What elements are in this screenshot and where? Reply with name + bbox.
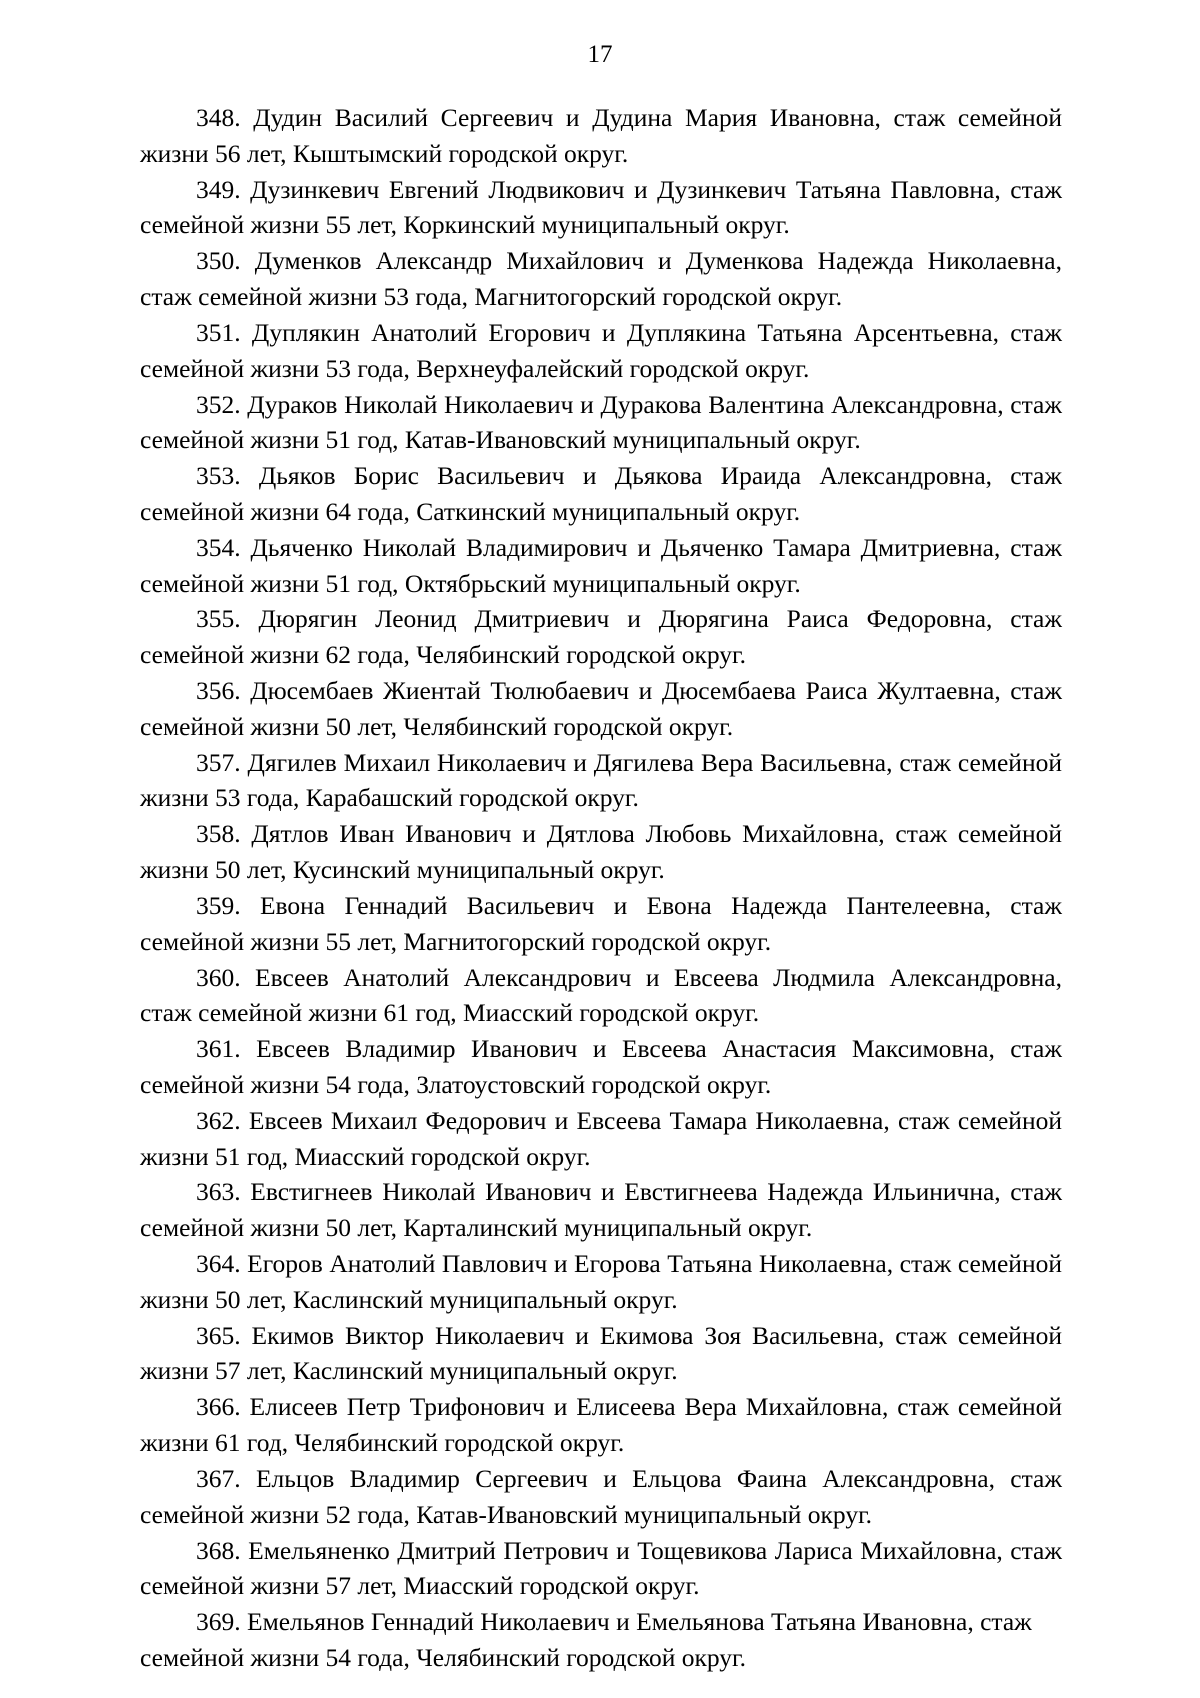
list-item: 361. Евсеев Владимир Иванович и Евсеева Анастасия Максимовна, стаж семейной жизни 54 года, Златоустовский городской округ. (140, 1034, 1062, 1099)
list-item: 359. Евона Геннадий Васильевич и Евона Надежда Пантелеевна, стаж семейной жизни 55 лет, Магнитогорский городской округ. (140, 890, 1062, 956)
list-item: 363. Евстигнеев Николай Иванович и Евстигнеева Надежда Ильинична, стаж семейной жизни 50 лет, Карталинский муниципальный округ. (140, 1177, 1062, 1243)
list-item: 365. Екимов Виктор Николаевич и Екимова Зоя Васильевна, стаж семейной жизни 57 лет, Каслинский муниципальный округ. (140, 1320, 1062, 1386)
list-item: 355. Дюрягин Леонид Дмитриевич и Дюрягина Раиса Федоровна, стаж семейной жизни 62 года, Челябинский городской округ. (140, 604, 1062, 670)
list-item: 357. Дягилев Михаил Николаевич и Дягилева Вера Васильевна, стаж семейной жизни 53 года, Карабашский городской округ. (140, 747, 1062, 813)
list-item: 349. Дузинкевич Евгений Людвикович и Дузинкевич Татьяна Павловна, стаж семейной жизни 55 лет, Коркинский муниципальный округ. (140, 174, 1062, 240)
page-number: 17 (587, 41, 613, 68)
list-item: 352. Дураков Николай Николаевич и Дуракова Валентина Александровна, стаж семейной жизни 51 год, Катав-Ивановский муниципальный округ. (140, 389, 1062, 455)
list-item: 364. Егоров Анатолий Павлович и Егорова Татьяна Николаевна, стаж семейной жизни 50 лет, Каслинский муниципальный округ. (140, 1249, 1062, 1314)
list-item: 366. Елисеев Петр Трифонович и Елисеева Вера Михайловна, стаж семейной жизни 61 год, Челябинский городской округ. (140, 1392, 1062, 1458)
list-item: 351. Дуплякин Анатолий Егорович и Дуплякина Татьяна Арсентьевна, стаж семейной жизни 53 года, Верхнеуфалейский городской округ. (140, 317, 1062, 383)
list-item: 356. Дюсембаев Жиентай Тюлюбаевич и Дюсембаева Раиса Жултаевна, стаж семейной жизни 50 лет, Челябинский городской округ. (140, 676, 1062, 741)
list-item: 350. Думенков Александр Михайлович и Думенкова Надежда Николаевна, стаж семейной жизни 53 года, Магнитогорский городской округ. (140, 246, 1062, 312)
list-item: 353. Дьяков Борис Васильевич и Дьякова Ираида Александровна, стаж семейной жизни 64 года, Саткинский муниципальный округ. (140, 461, 1062, 526)
document-body (140, 100, 1062, 1676)
list-item: 368. Емельяненко Дмитрий Петрович и Тощевикова Лариса Михайловна, стаж семейной жизни 57 лет, Миасский городской округ. (140, 1535, 1062, 1601)
list-item: 348. Дудин Василий Сергеевич и Дудина Мария Ивановна, стаж семейной жизни 56 лет, Кыштымский городской округ. (140, 103, 1062, 168)
list-item: 354. Дьяченко Николай Владимирович и Дьяченко Тамара Дмитриевна, стаж семейной жизни 51 год, Октябрьский муниципальный округ. (140, 532, 1062, 598)
list-item: 369. Емельянов Геннадий Николаевич и Емельянова Татьяна Ивановна, стаж семейной жизни 54 года, Челябинский городской округ. (140, 1607, 1032, 1672)
list-item: 362. Евсеев Михаил Федорович и Евсеева Тамара Николаевна, стаж семейной жизни 51 год, Миасский городской округ. (140, 1105, 1062, 1171)
list-item: 360. Евсеев Анатолий Александрович и Евсеева Людмила Александровна, стаж семейной жизни 61 год, Миасский городской округ. (140, 962, 1062, 1028)
list-item: 367. Ельцов Владимир Сергеевич и Ельцова Фаина Александровна, стаж семейной жизни 52 года, Катав-Ивановский муниципальный округ. (140, 1463, 1062, 1529)
list-item: 358. Дятлов Иван Иванович и Дятлова Любовь Михайловна, стаж семейной жизни 50 лет, Кусинский муниципальный округ. (140, 819, 1062, 885)
